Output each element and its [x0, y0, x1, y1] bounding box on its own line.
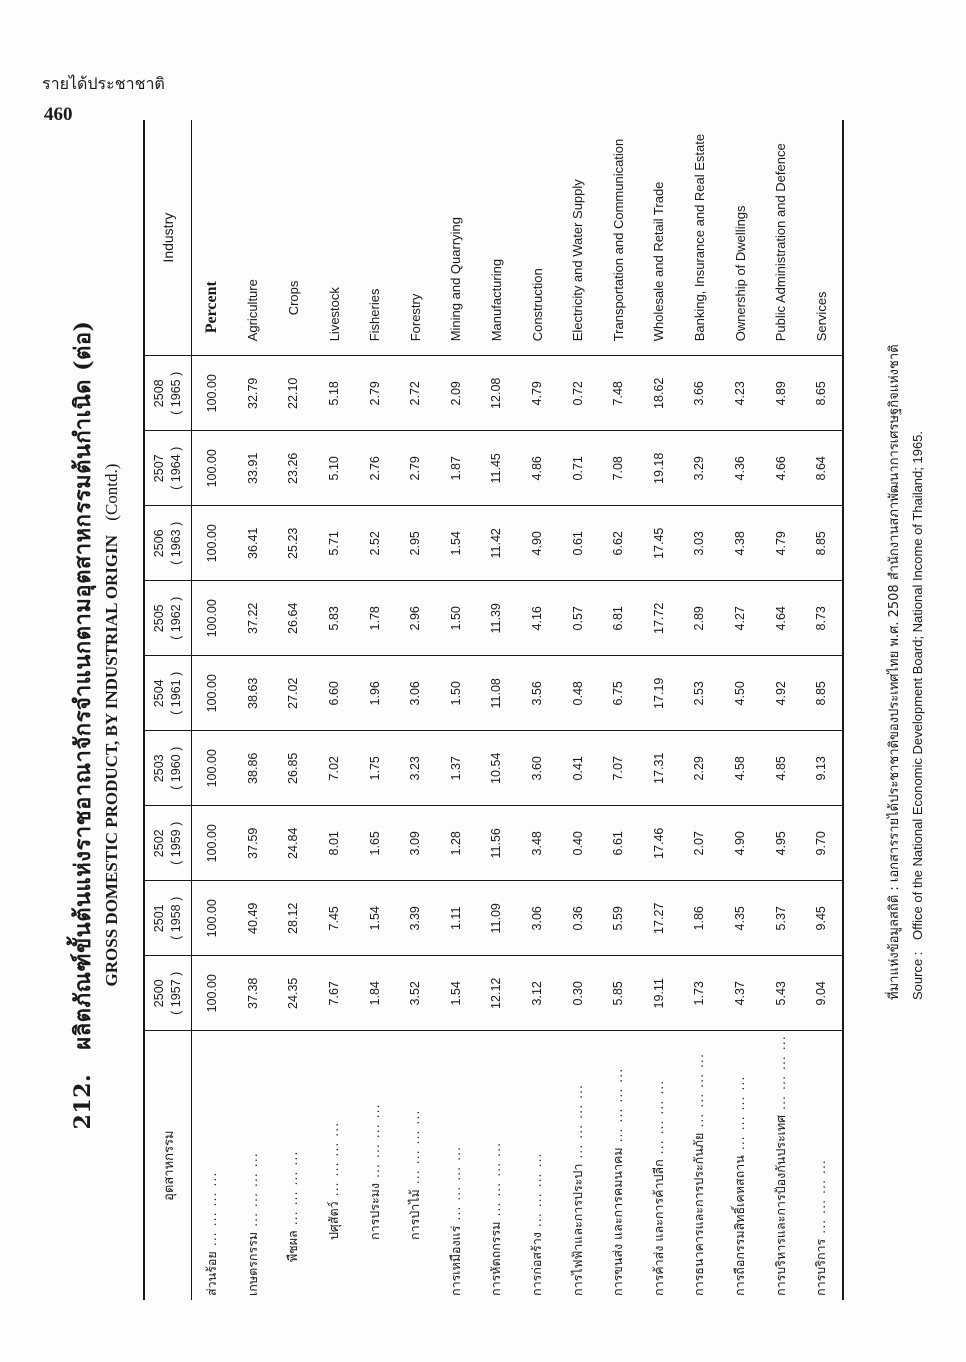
table-row [233, 120, 274, 1300]
row-label-thai-text: การบริหารและการป้องกันประเทศ [772, 1114, 788, 1296]
value-cell: 32.79 [233, 356, 274, 431]
row-label-thai [517, 1031, 558, 1300]
value-cell: 7.45 [314, 881, 355, 956]
value-cell: 4.79 [760, 506, 801, 581]
value-cell: 17.72 [639, 581, 680, 656]
value-cell: 5.71 [314, 506, 355, 581]
value-cell: 7.67 [314, 956, 355, 1031]
row-label-thai-text: เกษตรกรรม [244, 1231, 260, 1296]
value-cell: 1.28 [436, 806, 477, 881]
value-cell: 7.08 [598, 431, 639, 506]
value-cell: 17.19 [639, 656, 680, 731]
value-cell: 2.76 [354, 431, 395, 506]
value-cell: 1.78 [354, 581, 395, 656]
value-cell: 12.08 [476, 356, 517, 431]
leader-dots: ... ... ... ... [610, 1067, 626, 1148]
value-cell: 4.86 [517, 431, 558, 506]
table-row [314, 120, 355, 1300]
value-cell: 1.54 [436, 506, 477, 581]
value-cell: 4.92 [760, 656, 801, 731]
year-header [144, 656, 192, 731]
value-cell: 40.49 [233, 881, 274, 956]
leader-dots: ... ... ... ... [569, 1084, 585, 1164]
row-label-english: Construction [517, 120, 558, 356]
row-label-english: Fisheries [354, 120, 395, 356]
table-body [192, 120, 843, 1300]
leader-dots: ... ... ... ... [650, 1079, 666, 1160]
value-cell: 5.10 [314, 431, 355, 506]
source-english-text: Office of the National Economic Development Board; National Income of Thailand; 1965. [910, 430, 925, 940]
value-cell: 6.61 [598, 806, 639, 881]
value-cell: 36.41 [233, 506, 274, 581]
year-ce: ( 1964 ) [169, 446, 183, 490]
table-row [760, 120, 801, 1300]
leader-dots: ... ... ... ... [407, 1109, 423, 1190]
year-be: 2505 [152, 604, 166, 633]
value-cell: 0.40 [557, 806, 598, 881]
value-cell: 8.01 [314, 806, 355, 881]
leader-dots: ... ... ... ... [366, 1103, 382, 1183]
value-cell: 27.02 [273, 656, 314, 731]
value-cell: 6.75 [598, 656, 639, 731]
value-cell: 1.86 [679, 881, 720, 956]
leader-dots: ... ... ... ... [813, 1159, 829, 1239]
value-cell: 5.59 [598, 881, 639, 956]
row-label-thai-text: การหัตถกรรม [488, 1221, 504, 1296]
table-row [354, 120, 395, 1300]
row-label-thai-text: การค้าส่ง และการค้าปลีก [650, 1159, 666, 1296]
row-label-thai [395, 1031, 436, 1300]
value-cell: 100.00 [192, 431, 233, 506]
table-row [192, 120, 233, 1300]
value-cell: 28.12 [273, 881, 314, 956]
value-cell: 8.64 [801, 431, 843, 506]
year-ce: ( 1963 ) [169, 521, 183, 565]
leader-dots: ... ... ... ... [772, 1035, 788, 1115]
table-number: 212. [70, 1073, 96, 1130]
value-cell: 11.09 [476, 881, 517, 956]
year-be: 2507 [152, 454, 166, 483]
title-thai: ผลิตภัณฑ์ขั้นต้นแห่งราชอาณาจักรจำแนกตามอุตสาหกรรมต้นกำเนิด [70, 379, 96, 1050]
value-cell: 1.87 [436, 431, 477, 506]
value-cell: 0.71 [557, 431, 598, 506]
value-cell: 4.35 [720, 881, 761, 956]
value-cell: 4.95 [760, 806, 801, 881]
value-cell: 8.65 [801, 356, 843, 431]
value-cell: 3.23 [395, 731, 436, 806]
value-cell: 9.13 [801, 731, 843, 806]
value-cell: 1.75 [354, 731, 395, 806]
row-label-thai [273, 1031, 314, 1300]
value-cell: 11.42 [476, 506, 517, 581]
value-cell: 0.30 [557, 956, 598, 1031]
value-cell: 8.85 [801, 656, 843, 731]
value-cell: 100.00 [192, 506, 233, 581]
row-label-thai-text: การไฟฟ้าและการประปา [569, 1163, 585, 1296]
value-cell: 17.45 [639, 506, 680, 581]
year-ce: ( 1957 ) [169, 971, 183, 1015]
value-cell: 1.84 [354, 956, 395, 1031]
leader-dots: ... ... ... ... [326, 1121, 342, 1202]
row-label-thai [233, 1031, 274, 1300]
value-cell: 2.89 [679, 581, 720, 656]
row-label-thai-text: การประมง [366, 1182, 382, 1240]
value-cell: 100.00 [192, 581, 233, 656]
value-cell: 9.45 [801, 881, 843, 956]
row-label-english: Ownership of Dwellings [720, 120, 761, 356]
row-label-english: Percent [192, 120, 233, 356]
value-cell: 5.18 [314, 356, 355, 431]
value-cell: 0.57 [557, 581, 598, 656]
row-label-thai [436, 1031, 477, 1300]
row-label-english: Manufacturing [476, 120, 517, 356]
page-number: 460 [44, 104, 73, 125]
row-label-english: Agriculture [233, 120, 274, 356]
value-cell: 37.59 [233, 806, 274, 881]
table-row [679, 120, 720, 1300]
title-thai-contd: (ต่อ) [70, 320, 96, 371]
row-label-thai [679, 1031, 720, 1300]
value-cell: 7.07 [598, 731, 639, 806]
value-cell: 1.73 [679, 956, 720, 1031]
header-thai: อุตสาหกรรม [144, 1031, 192, 1300]
year-be: 2503 [152, 754, 166, 783]
table-title [65, 120, 122, 1330]
value-cell: 2.79 [354, 356, 395, 431]
value-cell: 24.35 [273, 956, 314, 1031]
leader-dots: ... ... ... ... [488, 1141, 504, 1222]
value-cell: 6.60 [314, 656, 355, 731]
year-header [144, 581, 192, 656]
value-cell: 5.83 [314, 581, 355, 656]
source-thai-text: เอกสารรายได้ประชาชาติของประเทศไทย พ.ศ. 2508 สำนักงานสภาพัฒนาการเศรษฐกิจแห่งชาติ [887, 344, 902, 883]
value-cell: 3.56 [517, 656, 558, 731]
row-label-english: Electricity and Water Supply [557, 120, 598, 356]
value-cell: 6.81 [598, 581, 639, 656]
row-label-english: Mining and Quarrying [436, 120, 477, 356]
value-cell: 1.11 [436, 881, 477, 956]
row-label-thai [639, 1031, 680, 1300]
value-cell: 37.38 [233, 956, 274, 1031]
value-cell: 4.85 [760, 731, 801, 806]
value-cell: 12.12 [476, 956, 517, 1031]
row-label-thai-text: การป่าไม้ [407, 1189, 423, 1240]
value-cell: 4.58 [720, 731, 761, 806]
source-english-label: Source : [910, 951, 925, 1000]
year-header [144, 956, 192, 1031]
row-label-thai [760, 1031, 801, 1300]
row-label-thai [476, 1031, 517, 1300]
source-thai-label: ที่มาแห่งข้อมูลสถิติ [887, 894, 902, 1000]
leader-dots: ... ... ... ... [244, 1152, 260, 1232]
table-row [639, 120, 680, 1300]
value-cell: 23.26 [273, 431, 314, 506]
row-label-thai [557, 1031, 598, 1300]
value-cell: 11.56 [476, 806, 517, 881]
value-cell: 8.85 [801, 506, 843, 581]
value-cell: 3.06 [517, 881, 558, 956]
row-label-thai-text: การขนส่ง และการคมนาคม [610, 1147, 626, 1296]
value-cell: 0.61 [557, 506, 598, 581]
leader-dots: ... ... ... ... [529, 1152, 545, 1233]
value-cell: 4.64 [760, 581, 801, 656]
value-cell: 19.18 [639, 431, 680, 506]
value-cell: 17.46 [639, 806, 680, 881]
year-header [144, 356, 192, 431]
value-cell: 1.50 [436, 656, 477, 731]
leader-dots: ... ... ... ... [285, 1150, 301, 1231]
value-cell: 4.90 [720, 806, 761, 881]
row-label-thai [801, 1031, 843, 1300]
year-ce: ( 1961 ) [169, 671, 183, 715]
value-cell: 3.03 [679, 506, 720, 581]
value-cell: 1.96 [354, 656, 395, 731]
year-ce: ( 1962 ) [169, 596, 183, 640]
value-cell: 2.95 [395, 506, 436, 581]
value-cell: 3.06 [395, 656, 436, 731]
value-cell: 5.37 [760, 881, 801, 956]
year-header [144, 881, 192, 956]
table-row [598, 120, 639, 1300]
value-cell: 4.37 [720, 956, 761, 1031]
value-cell: 22.10 [273, 356, 314, 431]
value-cell: 7.02 [314, 731, 355, 806]
row-label-thai [354, 1031, 395, 1300]
value-cell: 7.48 [598, 356, 639, 431]
row-label-english: Wholesale and Retail Trade [639, 120, 680, 356]
value-cell: 18.62 [639, 356, 680, 431]
year-ce: ( 1959 ) [169, 821, 183, 865]
row-label-thai-text: การบริการ [813, 1238, 829, 1296]
value-cell: 2.52 [354, 506, 395, 581]
leader-dots: ... ... ... ... [447, 1145, 463, 1226]
year-header [144, 731, 192, 806]
value-cell: 9.04 [801, 956, 843, 1031]
year-ce: ( 1958 ) [169, 896, 183, 940]
year-header [144, 431, 192, 506]
row-label-english: Transportation and Communication [598, 120, 639, 356]
value-cell: 2.79 [395, 431, 436, 506]
table-row [517, 120, 558, 1300]
value-cell: 1.50 [436, 581, 477, 656]
value-cell: 5.43 [760, 956, 801, 1031]
value-cell: 4.89 [760, 356, 801, 431]
value-cell: 100.00 [192, 806, 233, 881]
value-cell: 0.72 [557, 356, 598, 431]
value-cell: 17.27 [639, 881, 680, 956]
value-cell: 4.27 [720, 581, 761, 656]
year-header [144, 506, 192, 581]
value-cell: 2.09 [436, 356, 477, 431]
value-cell: 100.00 [192, 956, 233, 1031]
value-cell: 3.29 [679, 431, 720, 506]
value-cell: 0.41 [557, 731, 598, 806]
value-cell: 4.38 [720, 506, 761, 581]
header-english: Industry [144, 120, 192, 356]
leader-dots: ... ... ... ... [732, 1075, 748, 1156]
leader-dots: ... ... ... ... [691, 1053, 707, 1133]
value-cell: 3.66 [679, 356, 720, 431]
value-cell: 3.12 [517, 956, 558, 1031]
value-cell: 100.00 [192, 656, 233, 731]
row-label-thai-text: การธนาคารและการประกันภัย [691, 1132, 707, 1296]
value-cell: 11.39 [476, 581, 517, 656]
value-cell: 5.85 [598, 956, 639, 1031]
year-be: 2501 [152, 904, 166, 933]
table-row [801, 120, 843, 1300]
value-cell: 2.72 [395, 356, 436, 431]
value-cell: 1.54 [354, 881, 395, 956]
value-cell: 9.70 [801, 806, 843, 881]
row-label-thai-text: ปศุสัตว์ [326, 1201, 342, 1240]
row-label-thai [192, 1031, 233, 1300]
value-cell: 33.91 [233, 431, 274, 506]
value-cell: 17.31 [639, 731, 680, 806]
row-label-thai [598, 1031, 639, 1300]
title-english-contd: (Contd.) [102, 463, 121, 521]
value-cell: 11.45 [476, 431, 517, 506]
value-cell: 26.85 [273, 731, 314, 806]
row-label-english: Forestry [395, 120, 436, 356]
value-cell: 1.37 [436, 731, 477, 806]
table-row [476, 120, 517, 1300]
value-cell: 0.48 [557, 656, 598, 731]
value-cell: 2.29 [679, 731, 720, 806]
running-head: รายได้ประชาชาติ [42, 74, 165, 93]
value-cell: 4.90 [517, 506, 558, 581]
value-cell: 100.00 [192, 731, 233, 806]
value-cell: 100.00 [192, 881, 233, 956]
year-ce: ( 1960 ) [169, 746, 183, 790]
value-cell: 8.73 [801, 581, 843, 656]
title-english: GROSS DOMESTIC PRODUCT, BY INDUSTRIAL ORIGIN [102, 534, 121, 987]
gdp-table [143, 120, 844, 1300]
row-label-english: Crops [273, 120, 314, 356]
value-cell: 3.48 [517, 806, 558, 881]
value-cell: 3.60 [517, 731, 558, 806]
value-cell: 3.09 [395, 806, 436, 881]
table-row [436, 120, 477, 1300]
year-header [144, 806, 192, 881]
row-label-thai [720, 1031, 761, 1300]
source-note: ที่มาแห่งข้อมูลสถิติ : เอกสารรายได้ประชาชาติของประเทศไทย พ.ศ. 2508 สำนักงานสภาพัฒนาการเศรษฐกิจแห่งชาติ Source : Office of the National Economic Development Board; National Income of Thailand; 1965. [887, 344, 925, 1000]
row-label-thai-text: การก่อสร้าง [529, 1232, 545, 1296]
value-cell: 10.54 [476, 731, 517, 806]
value-cell: 3.52 [395, 956, 436, 1031]
rotated-table-area [65, 120, 945, 1330]
value-cell: 37.22 [233, 581, 274, 656]
year-be: 2508 [152, 379, 166, 408]
row-label-english: Banking, Insurance and Real Estate [679, 120, 720, 356]
value-cell: 4.79 [517, 356, 558, 431]
year-be: 2506 [152, 529, 166, 558]
row-label-thai-text: ส่วนร้อย [204, 1251, 220, 1296]
leader-dots: ... ... ... ... [204, 1171, 220, 1252]
table-row [557, 120, 598, 1300]
value-cell: 3.39 [395, 881, 436, 956]
value-cell: 19.11 [639, 956, 680, 1031]
year-be: 2502 [152, 829, 166, 858]
value-cell: 2.53 [679, 656, 720, 731]
value-cell: 4.16 [517, 581, 558, 656]
value-cell: 4.36 [720, 431, 761, 506]
table-row [720, 120, 761, 1300]
row-label-english: Services [801, 120, 843, 356]
value-cell: 2.96 [395, 581, 436, 656]
header-row [144, 120, 192, 1300]
value-cell: 38.63 [233, 656, 274, 731]
row-label-thai-text: การถือกรรมสิทธิ์เคหสถาน [732, 1155, 748, 1296]
value-cell: 4.23 [720, 356, 761, 431]
value-cell: 11.08 [476, 656, 517, 731]
row-label-english: Livestock [314, 120, 355, 356]
value-cell: 38.86 [233, 731, 274, 806]
year-be: 2504 [152, 679, 166, 708]
table-row [395, 120, 436, 1300]
year-ce: ( 1965 ) [169, 371, 183, 415]
row-label-thai [314, 1031, 355, 1300]
value-cell: 4.50 [720, 656, 761, 731]
row-label-english: Public Administration and Defence [760, 120, 801, 356]
value-cell: 2.07 [679, 806, 720, 881]
row-label-thai-text: การเหมืองแร่ [447, 1225, 463, 1296]
row-label-thai-text: พืชผล [285, 1230, 301, 1262]
year-be: 2500 [152, 979, 166, 1008]
value-cell: 0.36 [557, 881, 598, 956]
value-cell: 4.66 [760, 431, 801, 506]
value-cell: 6.62 [598, 506, 639, 581]
value-cell: 1.54 [436, 956, 477, 1031]
value-cell: 25.23 [273, 506, 314, 581]
value-cell: 1.65 [354, 806, 395, 881]
value-cell: 24.84 [273, 806, 314, 881]
value-cell: 26.64 [273, 581, 314, 656]
value-cell: 100.00 [192, 356, 233, 431]
table-row [273, 120, 314, 1300]
